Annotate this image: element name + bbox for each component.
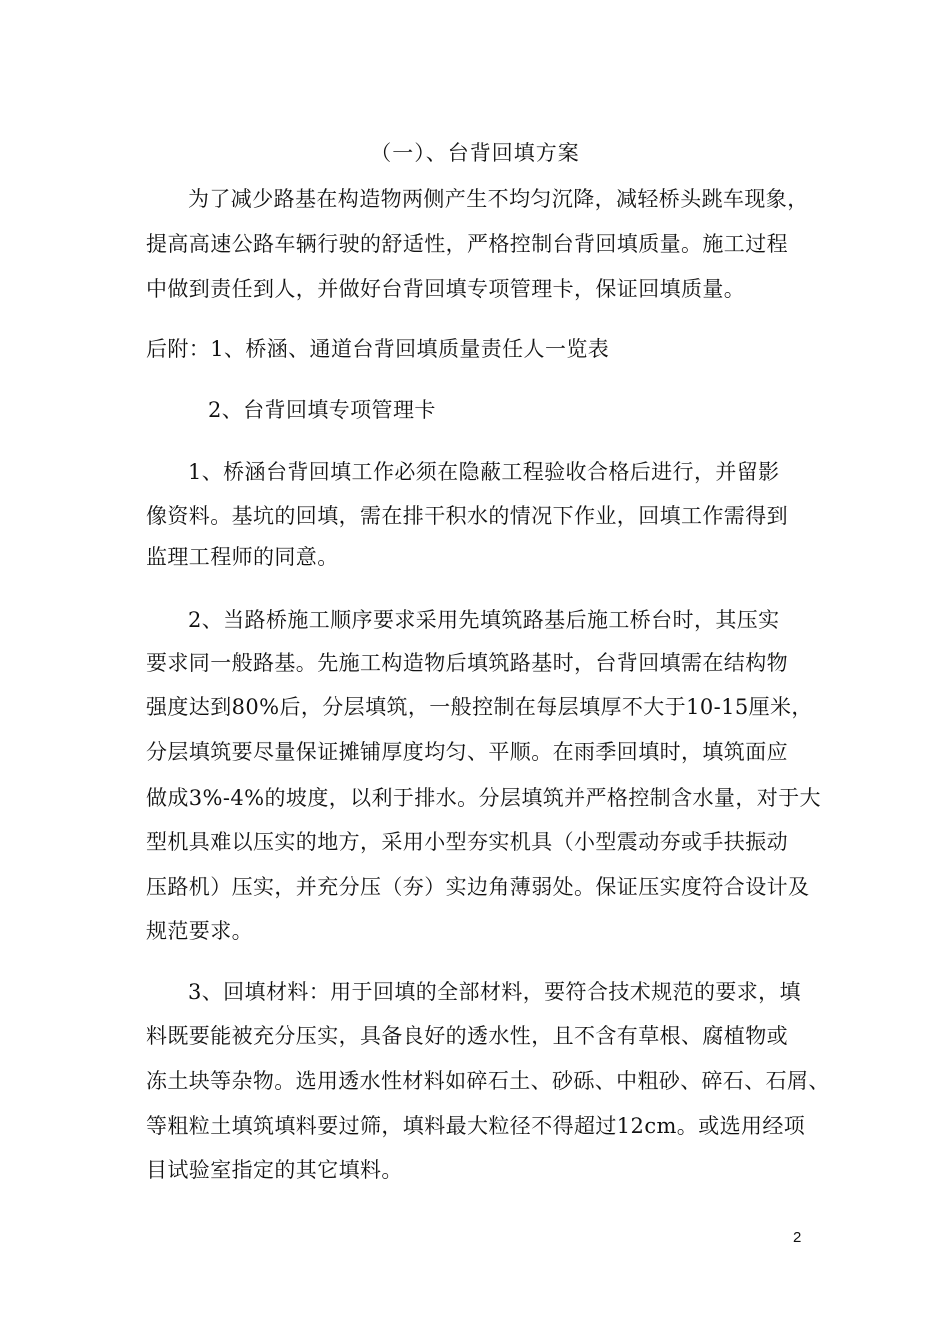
item1-line-1: 1、桥涵台背回填工作必须在隐蔽工程验收合格后进行，并留影 [188, 460, 780, 484]
intro-line-1: 为了减少路基在构造物两侧产生不均匀沉降，减轻桥头跳车现象， [188, 187, 809, 211]
item3-line-3: 冻土块等杂物。选用透水性材料如碎石土、砂砾、中粗砂、碎石、石屑、 [146, 1069, 830, 1093]
intro-line-2: 提高高速公路车辆行驶的舒适性，严格控制台背回填质量。施工过程 [146, 232, 788, 256]
appendix-line-2: 2、台背回填专项管理卡 [208, 398, 436, 422]
item3-line-1: 3、回填材料：用于回填的全部材料，要符合技术规范的要求，填 [188, 980, 801, 1004]
intro-line-3: 中做到责任到人，并做好台背回填专项管理卡，保证回填质量。 [146, 277, 746, 301]
item3-line-4: 等粗粒土填筑填料要过筛，填料最大粒径不得超过12cm。或选用经项 [146, 1114, 806, 1138]
item2-line-3: 强度达到80%后，分层填筑，一般控制在每层填厚不大于10-15厘米， [146, 695, 813, 719]
section-heading: （一）、台背回填方案 [370, 141, 580, 165]
item2-line-2: 要求同一般路基。先施工构造物后填筑路基时，台背回填需在结构物 [146, 651, 788, 675]
page-number: 2 [793, 1229, 802, 1246]
item1-line-3: 监理工程师的同意。 [146, 545, 339, 569]
item2-line-8: 规范要求。 [146, 919, 253, 943]
item2-line-5: 做成3%-4%的坡度，以利于排水。分层填筑并严格控制含水量，对于大 [146, 786, 821, 810]
item2-line-4: 分层填筑要尽量保证摊铺厚度均匀、平顺。在雨季回填时，填筑面应 [146, 740, 788, 764]
item2-line-1: 2、当路桥施工顺序要求采用先填筑路基后施工桥台时，其压实 [188, 608, 780, 632]
item3-line-5: 目试验室指定的其它填料。 [146, 1158, 403, 1182]
item3-line-2: 料既要能被充分压实，具备良好的透水性，且不含有草根、腐植物或 [146, 1024, 788, 1048]
item2-line-6: 型机具难以压实的地方，采用小型夯实机具（小型震动夯或手扶振动 [146, 830, 788, 854]
item2-line-7: 压路机）压实，并充分压（夯）实边角薄弱处。保证压实度符合设计及 [146, 875, 810, 899]
item1-line-2: 像资料。基坑的回填，需在排干积水的情况下作业，回填工作需得到 [146, 504, 788, 528]
appendix-line-1: 后附：1、桥涵、通道台背回填质量责任人一览表 [146, 337, 610, 361]
